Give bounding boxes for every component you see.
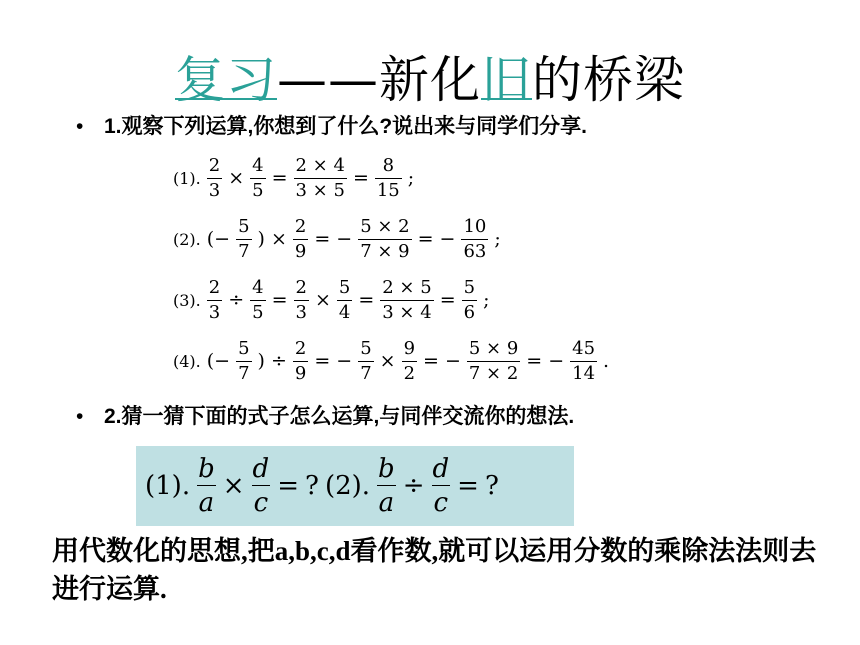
bullet-dot: •	[76, 405, 84, 428]
operator: =	[314, 350, 331, 372]
operator: =	[352, 167, 369, 189]
operator: =	[271, 167, 288, 189]
fraction: $\frac{5}{7}$	[238, 337, 250, 384]
operator: −	[444, 350, 461, 372]
operator: ÷	[228, 289, 245, 311]
fraction: $\frac{5 \times 2}{7 \times 9}$	[360, 215, 410, 262]
eq-label: (3).	[173, 290, 201, 310]
fraction: $\frac{4}{5}$	[252, 154, 264, 201]
fraction-b-over-a: $\frac{b}{a}$	[378, 454, 395, 518]
title-text-new: 新化	[379, 51, 481, 109]
operator: −	[336, 228, 353, 250]
paren: (−	[206, 350, 231, 372]
operator: =	[271, 289, 288, 311]
fraction-d-over-c: $\frac{d}{c}$	[252, 454, 270, 518]
fraction: $\frac{5}{7}$	[238, 215, 250, 262]
fraction: $\frac{2 \times 4}{3 \times 5}$	[295, 154, 345, 201]
operator: =	[417, 228, 434, 250]
fraction: $\frac{2 \times 5}{3 \times 4}$	[382, 276, 432, 323]
operator: −	[548, 350, 565, 372]
fraction: $\frac{45}{14}$	[572, 337, 596, 384]
operator: ×	[228, 167, 245, 189]
eq-label: (4).	[173, 351, 201, 371]
eq-label: (2).	[173, 229, 201, 249]
equation-1	[170, 150, 417, 206]
slide-title	[0, 40, 860, 112]
bullet-2	[76, 400, 574, 430]
fraction: $\frac{2}{9}$	[294, 337, 307, 384]
fraction: $\frac{2}{3}$	[208, 154, 221, 201]
punctuation: ;	[494, 228, 501, 250]
operator: =	[439, 289, 456, 311]
bullet-1	[76, 110, 587, 140]
equation-3	[170, 272, 492, 328]
fraction: $\frac{5}{7}$	[360, 337, 372, 384]
operator: −	[336, 350, 353, 372]
conclusion-paragraph: 用代数化的思想,把a,b,c,d看作数,就可以运用分数的乘除法法则去进行运算.	[52, 536, 817, 604]
operator: =	[358, 289, 375, 311]
fraction: $\frac{2}{3}$	[295, 276, 307, 323]
fraction: $\frac{4}{5}$	[252, 276, 264, 323]
paren: )	[257, 228, 265, 250]
bullet-dot: •	[76, 115, 84, 138]
operator: =	[423, 350, 439, 372]
operator: ×	[314, 289, 331, 311]
punctuation: ;	[407, 167, 415, 189]
fraction: $\frac{9}{2}$	[403, 337, 416, 384]
fraction-b-over-a: $\frac{b}{a}$	[198, 454, 215, 518]
expr-label-1: (1).	[145, 471, 191, 501]
question-mark: ?	[305, 471, 319, 501]
fraction-d-over-c: $\frac{d}{c}$	[432, 454, 450, 518]
operator: −	[439, 228, 456, 250]
fraction: $\frac{5}{4}$	[338, 276, 351, 323]
fraction: $\frac{5}{6}$	[463, 276, 476, 323]
paren: )	[257, 350, 265, 372]
expression-box	[136, 446, 574, 526]
title-text-bridge: 的桥梁	[532, 51, 685, 109]
title-link-review[interactable]: 复习	[175, 51, 277, 109]
question-mark: ?	[484, 471, 499, 501]
operator: ×	[379, 350, 396, 372]
operator-equals: =	[277, 471, 299, 501]
operator: =	[314, 228, 331, 250]
equation-4	[170, 333, 612, 389]
operator: ×	[270, 228, 287, 250]
operator: =	[526, 350, 543, 372]
operator-times: ×	[222, 471, 245, 501]
punctuation: .	[603, 350, 610, 372]
operator-divide: ÷	[402, 471, 425, 501]
operator-equals: =	[457, 471, 479, 501]
title-link-old[interactable]: 旧	[481, 51, 532, 109]
bullet-2-text: 2.猜一猜下面的式子怎么运算,与同伴交流你的想法.	[104, 405, 575, 428]
title-dash: ——	[277, 51, 379, 109]
fraction: $\frac{8}{15}$	[376, 154, 400, 201]
fraction: $\frac{2}{3}$	[208, 276, 221, 323]
paren: (−	[206, 228, 231, 250]
fraction: $\frac{10}{63}$	[463, 215, 487, 262]
operator: ÷	[270, 350, 287, 372]
punctuation: ;	[483, 289, 490, 311]
eq-label: (1).	[173, 168, 201, 188]
fraction: $\frac{2}{9}$	[294, 215, 307, 262]
bullet-1-text: 1.观察下列运算,你想到了什么?说出来与同学们分享.	[104, 115, 588, 138]
equation-2	[170, 211, 504, 267]
fraction: $\frac{5 \times 9}{7 \times 2}$	[468, 337, 519, 384]
expr-label-2: (2).	[324, 471, 371, 501]
